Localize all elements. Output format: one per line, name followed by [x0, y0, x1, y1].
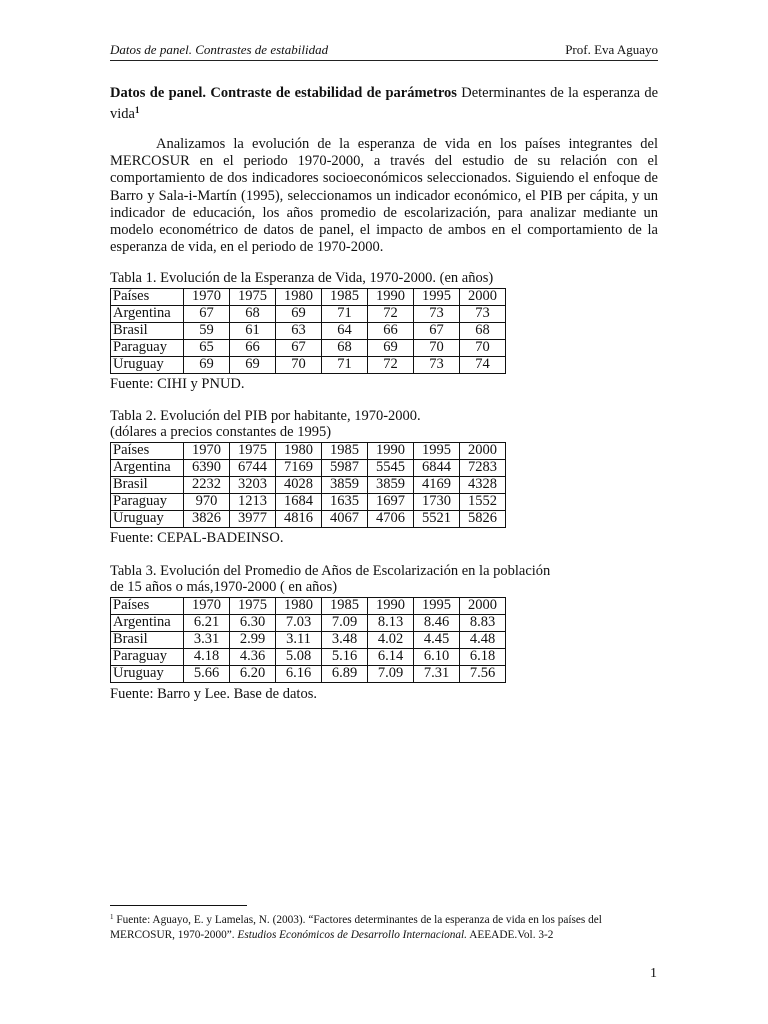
table-cell: 1990: [368, 289, 414, 306]
table-cell: 6.30: [230, 615, 276, 632]
table-cell: 2000: [460, 443, 506, 460]
table-cell: 7.56: [460, 666, 506, 683]
table-cell: 7.31: [414, 666, 460, 683]
table-row: [111, 289, 506, 306]
table-cell: 1975: [230, 443, 276, 460]
table-cell: 6.21: [184, 615, 230, 632]
table-row: [111, 460, 506, 477]
table-cell: 1697: [368, 494, 414, 511]
table-cell: Brasil: [111, 323, 184, 340]
table-3-source: Fuente: Barro y Lee. Base de datos.: [110, 686, 317, 702]
table-3-caption: [110, 563, 550, 595]
table-cell: 1985: [322, 289, 368, 306]
table-cell: 73: [414, 357, 460, 374]
table-cell: Países: [111, 598, 184, 615]
table-2-caption-line: (dólares a precios constantes de 1995): [110, 424, 332, 440]
table-cell: 63: [276, 323, 322, 340]
table-cell: 8.83: [460, 615, 506, 632]
table-2-caption: [110, 408, 421, 440]
table-row: [111, 649, 506, 666]
header-title: Datos de panel. Contrastes de estabilidad: [110, 42, 329, 57]
table-3-caption-line: Tabla 3. Evolución del Promedio de Años de Escolarización en la población: [110, 563, 551, 579]
table-1-source: Fuente: CIHI y PNUD.: [110, 376, 245, 392]
table-row: [111, 477, 506, 494]
table-cell: 4328: [460, 477, 506, 494]
table-cell: Argentina: [111, 460, 184, 477]
table-cell: Uruguay: [111, 357, 184, 374]
document-title: [110, 85, 658, 123]
table-cell: 3859: [368, 477, 414, 494]
table-cell: 5.08: [276, 649, 322, 666]
table-row: [111, 340, 506, 357]
table-cell: 67: [276, 340, 322, 357]
table-cell: 5545: [368, 460, 414, 477]
table-cell: 1552: [460, 494, 506, 511]
table-cell: 1970: [184, 289, 230, 306]
table-cell: 69: [184, 357, 230, 374]
table-row: [111, 443, 506, 460]
table-cell: 8.46: [414, 615, 460, 632]
title-footnote-mark: 1: [134, 105, 140, 115]
table-2-source: Fuente: CEPAL-BADEINSO.: [110, 530, 284, 546]
table-cell: 5826: [460, 511, 506, 528]
table-cell: 70: [276, 357, 322, 374]
table-cell: 7.09: [368, 666, 414, 683]
table-cell: 1985: [322, 443, 368, 460]
table-cell: 1213: [230, 494, 276, 511]
footnote-text-end: AEEADE.Vol. 3-2: [467, 929, 554, 941]
table-cell: 1730: [414, 494, 460, 511]
table-cell: 72: [368, 306, 414, 323]
table-cell: 1995: [414, 289, 460, 306]
table-cell: 68: [322, 340, 368, 357]
table-cell: 3859: [322, 477, 368, 494]
table-cell: 4816: [276, 511, 322, 528]
table-cell: 7169: [276, 460, 322, 477]
table-cell: 69: [368, 340, 414, 357]
table-1: [110, 288, 506, 374]
table-cell: 71: [322, 357, 368, 374]
table-cell: Paraguay: [111, 649, 184, 666]
table-cell: 3.31: [184, 632, 230, 649]
table-2-caption-line: Tabla 2. Evolución del PIB por habitante, 1970-2000.: [110, 408, 421, 424]
table-cell: 4706: [368, 511, 414, 528]
table-cell: Brasil: [111, 632, 184, 649]
table-cell: 6.18: [460, 649, 506, 666]
table-1-caption: [110, 270, 493, 286]
table-cell: 1975: [230, 289, 276, 306]
table-cell: 7.09: [322, 615, 368, 632]
table-cell: 7283: [460, 460, 506, 477]
table-cell: 2232: [184, 477, 230, 494]
page-number: 1: [650, 966, 657, 981]
table-cell: Argentina: [111, 306, 184, 323]
footnote-divider: [110, 905, 247, 906]
table-cell: 64: [322, 323, 368, 340]
table-cell: 73: [460, 306, 506, 323]
table-row: [111, 357, 506, 374]
table-cell: 4.48: [460, 632, 506, 649]
table-cell: 5521: [414, 511, 460, 528]
table-cell: 59: [184, 323, 230, 340]
table-cell: 4.36: [230, 649, 276, 666]
table-cell: 1635: [322, 494, 368, 511]
table-cell: 69: [230, 357, 276, 374]
table-cell: 65: [184, 340, 230, 357]
table-cell: 3826: [184, 511, 230, 528]
table-cell: 6390: [184, 460, 230, 477]
table-cell: Uruguay: [111, 666, 184, 683]
table-cell: 4.02: [368, 632, 414, 649]
table-cell: 1980: [276, 443, 322, 460]
table-cell: Uruguay: [111, 511, 184, 528]
table-row: [111, 615, 506, 632]
table-cell: 6.16: [276, 666, 322, 683]
table-cell: 1985: [322, 598, 368, 615]
table-cell: 3.48: [322, 632, 368, 649]
table-cell: 8.13: [368, 615, 414, 632]
table-cell: 6.20: [230, 666, 276, 683]
footnote: [110, 910, 658, 943]
table-2: [110, 442, 506, 528]
table-cell: 1684: [276, 494, 322, 511]
table-row: [111, 666, 506, 683]
table-cell: 70: [460, 340, 506, 357]
table-cell: 4028: [276, 477, 322, 494]
table-cell: 970: [184, 494, 230, 511]
table-cell: Países: [111, 443, 184, 460]
table-row: [111, 494, 506, 511]
table-cell: 1980: [276, 598, 322, 615]
table-cell: 6744: [230, 460, 276, 477]
running-header: [110, 42, 658, 61]
table-cell: 67: [184, 306, 230, 323]
table-1-caption-line: Tabla 1. Evolución de la Esperanza de Vida, 1970-2000. (en años): [110, 270, 494, 286]
table-cell: 66: [230, 340, 276, 357]
table-cell: 1980: [276, 289, 322, 306]
table-cell: 4.18: [184, 649, 230, 666]
table-cell: 7.03: [276, 615, 322, 632]
table-cell: 72: [368, 357, 414, 374]
table-cell: 68: [230, 306, 276, 323]
table-cell: 5.16: [322, 649, 368, 666]
table-cell: 1975: [230, 598, 276, 615]
table-row: [111, 632, 506, 649]
table-cell: 1990: [368, 443, 414, 460]
intro-paragraph: Analizamos la evolución de la esperanza de vida en los países integrantes del MERCOSUR en el periodo 1970-2000, a través del estudio de su relación con el comportamiento de dos indicadores socioeconómicos seleccionados. Siguiendo el enfoque de Barro y Sala-i-Martín (1995), seleccionamos un indicador económico, el PIB per cápita, y un indicador de educación, los años promedio de escolarización, para analizar mediante un modelo econométrico de datos de panel, el impacto de ambos en el comportamiento de la esperanza de vida, en el periodo de 1970-2000.: [110, 136, 658, 256]
footnote-mark: 1: [110, 913, 114, 921]
table-cell: 6844: [414, 460, 460, 477]
table-cell: 2000: [460, 289, 506, 306]
table-3-caption-line: de 15 años o más,1970-2000 ( en años): [110, 579, 338, 595]
table-cell: 1970: [184, 598, 230, 615]
table-cell: 1995: [414, 598, 460, 615]
title-bold: Datos de panel. Contraste de estabilidad de parámetros: [110, 85, 457, 101]
table-cell: 2000: [460, 598, 506, 615]
table-cell: 5987: [322, 460, 368, 477]
table-cell: 6.14: [368, 649, 414, 666]
footnote-text: Fuente: Aguayo, E. y Lamelas, N. (2003). “Factores determinantes de la esperanza de vida en los países del MERCOSUR, 1970-2000”.: [110, 914, 602, 941]
table-cell: 5.66: [184, 666, 230, 683]
table-cell: Argentina: [111, 615, 184, 632]
table-cell: 1995: [414, 443, 460, 460]
table-cell: 1970: [184, 443, 230, 460]
title-rest: Determinantes de la esperanza de vida: [110, 85, 658, 122]
table-cell: 70: [414, 340, 460, 357]
table-cell: 4.45: [414, 632, 460, 649]
table-cell: 6.89: [322, 666, 368, 683]
table-cell: 2.99: [230, 632, 276, 649]
table-cell: 6.10: [414, 649, 460, 666]
header-author: Prof. Eva Aguayo: [565, 42, 658, 57]
table-cell: 73: [414, 306, 460, 323]
table-cell: 3.11: [276, 632, 322, 649]
table-cell: 68: [460, 323, 506, 340]
table-cell: 4067: [322, 511, 368, 528]
table-cell: 71: [322, 306, 368, 323]
table-cell: 3977: [230, 511, 276, 528]
table-cell: Paraguay: [111, 340, 184, 357]
table-cell: 3203: [230, 477, 276, 494]
footnote-journal: Estudios Económicos de Desarrollo Internacional.: [237, 929, 467, 941]
table-cell: 1990: [368, 598, 414, 615]
table-cell: 67: [414, 323, 460, 340]
table-cell: 69: [276, 306, 322, 323]
table-row: [111, 323, 506, 340]
table-row: [111, 511, 506, 528]
table-3: [110, 597, 506, 683]
table-cell: 74: [460, 357, 506, 374]
table-cell: 66: [368, 323, 414, 340]
table-cell: Brasil: [111, 477, 184, 494]
table-row: [111, 598, 506, 615]
table-cell: 61: [230, 323, 276, 340]
table-row: [111, 306, 506, 323]
table-cell: Paraguay: [111, 494, 184, 511]
table-cell: 4169: [414, 477, 460, 494]
table-cell: Países: [111, 289, 184, 306]
